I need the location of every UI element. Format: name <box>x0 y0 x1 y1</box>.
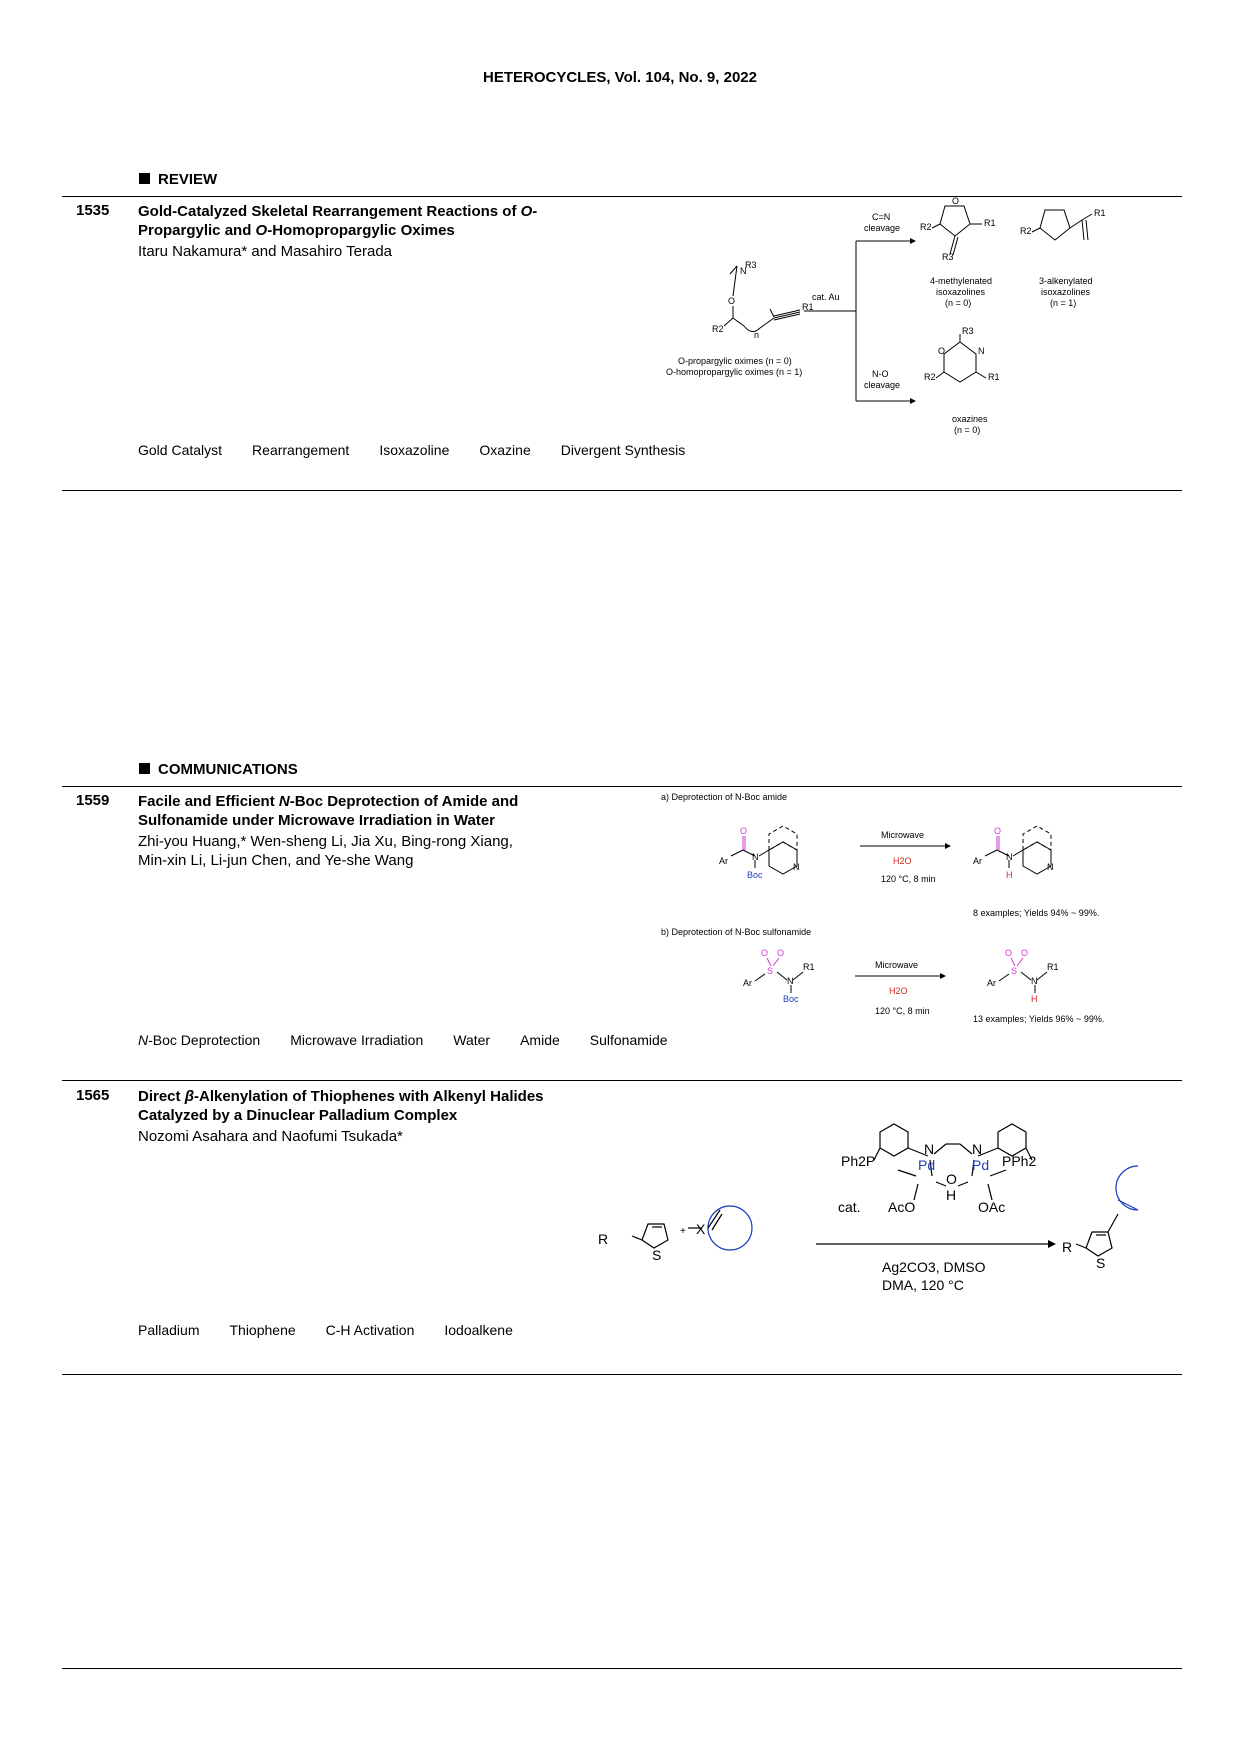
svg-text:Ar: Ar <box>719 856 728 866</box>
svg-text:R3: R3 <box>962 326 974 336</box>
keyword[interactable]: Palladium <box>138 1322 200 1338</box>
keyword[interactable]: Oxazine <box>479 442 531 458</box>
svg-text:R3: R3 <box>745 260 757 270</box>
svg-text:O: O <box>728 296 736 306</box>
svg-text:C=N: C=N <box>872 212 891 222</box>
journal-header: HETEROCYCLES, Vol. 104, No. 9, 2022 <box>483 69 757 86</box>
article-title[interactable]: Facile and Efficient N-Boc Deprotection of Amide and Sulfonamide under Microwave Irradiation in Water <box>138 793 519 829</box>
communication-scheme-graphic <box>598 1100 1138 1320</box>
svg-text:13 examples; Yields 96% ~ 99%.: 13 examples; Yields 96% ~ 99%. <box>973 1014 1105 1024</box>
svg-text:N: N <box>740 266 747 276</box>
svg-text:3-alkenylated: 3-alkenylated <box>1039 276 1093 286</box>
svg-text:R2: R2 <box>1020 226 1032 236</box>
svg-text:S: S <box>1011 966 1018 976</box>
svg-text:N: N <box>972 1141 983 1157</box>
svg-text:R2: R2 <box>920 222 932 232</box>
divider <box>62 490 1182 491</box>
svg-text:H: H <box>1006 870 1013 880</box>
square-bullet-icon <box>139 763 150 774</box>
keyword-list <box>138 442 715 458</box>
svg-text:Ar: Ar <box>743 978 752 988</box>
svg-text:R: R <box>598 1231 609 1247</box>
svg-text:cat.: cat. <box>838 1199 861 1215</box>
svg-text:b) Deprotection of N-Boc sulfo: b) Deprotection of N-Boc sulfonamide <box>661 927 812 937</box>
svg-text:N: N <box>924 1141 935 1157</box>
svg-text:Ag2CO3, DMSO: Ag2CO3, DMSO <box>882 1259 986 1275</box>
divider <box>62 1080 1182 1081</box>
svg-text:8 examples; Yields 94% ~ 99%.: 8 examples; Yields 94% ~ 99%. <box>973 908 1100 918</box>
keyword[interactable]: Iodoalkene <box>444 1322 513 1338</box>
svg-text:cat. Au: cat. Au <box>812 292 840 302</box>
svg-text:120 °C, 8 min: 120 °C, 8 min <box>875 1006 930 1016</box>
svg-text:R2: R2 <box>924 372 936 382</box>
svg-text:N: N <box>978 346 985 356</box>
divider <box>62 786 1182 787</box>
keyword-list <box>138 1322 543 1338</box>
svg-text:Microwave: Microwave <box>881 830 925 840</box>
svg-text:O: O <box>1005 948 1013 958</box>
section-heading-review <box>139 171 217 188</box>
svg-text:N: N <box>793 862 800 872</box>
keyword[interactable]: Divergent Synthesis <box>560 442 686 458</box>
svg-text:4-methylenated: 4-methylenated <box>930 276 993 286</box>
article-authors: Nozomi Asahara and Naofumi Tsukada* <box>138 1128 403 1145</box>
svg-text:AcO: AcO <box>888 1199 916 1215</box>
svg-text:R1: R1 <box>803 962 815 972</box>
svg-text:S: S <box>652 1247 662 1263</box>
svg-text:(n = 0): (n = 0) <box>945 298 972 308</box>
svg-text:Boc: Boc <box>783 994 799 1004</box>
review-scheme-graphic <box>660 196 1140 446</box>
svg-text:(n = 0): (n = 0) <box>954 425 981 435</box>
svg-text:H: H <box>1031 994 1038 1004</box>
svg-text:N: N <box>787 976 794 986</box>
keyword[interactable]: Microwave Irradiation <box>290 1032 424 1048</box>
svg-text:S: S <box>767 966 774 976</box>
svg-text:R3: R3 <box>942 252 954 262</box>
svg-text:Ar: Ar <box>973 856 982 866</box>
svg-text:(n = 1): (n = 1) <box>1050 298 1077 308</box>
svg-text:R1: R1 <box>1094 208 1106 218</box>
svg-text:S: S <box>1096 1255 1106 1271</box>
svg-text:oxazines: oxazines <box>952 414 988 424</box>
page-number: 1535 <box>76 202 110 219</box>
svg-text:O: O <box>952 196 960 206</box>
svg-text:+: + <box>680 1226 686 1237</box>
svg-text:O-homopropargylic oximes (n =: O-homopropargylic oximes (n = 1) <box>666 367 803 377</box>
svg-text:cleavage: cleavage <box>864 380 901 390</box>
article-authors: Itaru Nakamura* and Masahiro Terada <box>138 243 393 260</box>
svg-text:O: O <box>1021 948 1029 958</box>
svg-text:R: R <box>1062 1239 1073 1255</box>
svg-text:isoxazolines: isoxazolines <box>1041 287 1091 297</box>
svg-text:R1: R1 <box>802 302 814 312</box>
page-number: 1559 <box>76 792 110 809</box>
keyword[interactable]: Water <box>453 1032 491 1048</box>
svg-text:isoxazolines: isoxazolines <box>936 287 986 297</box>
keyword[interactable]: Rearrangement <box>252 442 350 458</box>
svg-text:N: N <box>1031 976 1038 986</box>
article-authors: Zhi-you Huang,* Wen-sheng Li, Jia Xu, Bing-rong Xiang, Min-xin Li, Li-jun Chen, and Ye-she Wang <box>138 833 513 869</box>
svg-text:R1: R1 <box>988 372 1000 382</box>
svg-text:N: N <box>1006 852 1013 862</box>
svg-text:O: O <box>761 948 769 958</box>
communication-scheme-graphic <box>655 788 1135 1033</box>
svg-text:R1: R1 <box>984 218 996 228</box>
article-title[interactable]: Direct β-Alkenylation of Thiophenes with Alkenyl Halides Catalyzed by a Dinuclear Palladium Complex <box>138 1088 544 1124</box>
svg-text:N: N <box>752 852 759 862</box>
keyword-list <box>138 1032 698 1048</box>
svg-text:Pd: Pd <box>972 1157 990 1173</box>
divider <box>62 1374 1182 1375</box>
svg-text:Pd: Pd <box>918 1157 936 1173</box>
svg-text:DMA, 120 °C: DMA, 120 °C <box>882 1277 964 1293</box>
svg-text:Microwave: Microwave <box>875 960 919 970</box>
keyword[interactable]: Gold Catalyst <box>138 442 223 458</box>
page-number: 1565 <box>76 1087 110 1104</box>
svg-text:Boc: Boc <box>747 870 763 880</box>
svg-text:O: O <box>946 1171 957 1187</box>
svg-text:H: H <box>946 1187 957 1203</box>
section-title: COMMUNICATIONS <box>158 761 298 778</box>
keyword[interactable]: C-H Activation <box>325 1322 415 1338</box>
svg-text:a) Deprotection of N-Boc amide: a) Deprotection of N-Boc amide <box>661 792 788 802</box>
svg-text:R2: R2 <box>712 324 724 334</box>
article-title[interactable]: Gold-Catalyzed Skeletal Rearrangement Reactions of O- Propargylic and O-Homopropargylic Oximes <box>138 203 538 239</box>
svg-text:N: N <box>1047 862 1054 872</box>
section-heading-communications <box>139 761 298 778</box>
svg-text:O: O <box>777 948 785 958</box>
footer-divider <box>62 1668 1182 1669</box>
svg-text:120 °C, 8 min: 120 °C, 8 min <box>881 874 936 884</box>
svg-text:O: O <box>938 346 946 356</box>
keyword[interactable]: N-Boc Deprotection <box>138 1032 261 1048</box>
keyword[interactable]: Isoxazoline <box>379 442 450 458</box>
svg-text:H2O: H2O <box>889 986 908 996</box>
keyword[interactable]: Amide <box>520 1032 560 1048</box>
section-title: REVIEW <box>158 171 218 188</box>
svg-text:O-propargylic oximes (n = 0): O-propargylic oximes (n = 0) <box>678 356 792 366</box>
svg-text:Ar: Ar <box>987 978 996 988</box>
svg-text:O: O <box>740 826 748 836</box>
keyword[interactable]: Thiophene <box>229 1322 296 1338</box>
svg-text:n: n <box>754 330 760 340</box>
svg-text:Ph2P: Ph2P <box>841 1153 876 1169</box>
svg-text:X: X <box>696 1221 706 1237</box>
svg-text:PPh2: PPh2 <box>1002 1153 1037 1169</box>
svg-text:O: O <box>994 826 1002 836</box>
svg-text:R1: R1 <box>1047 962 1059 972</box>
svg-text:cleavage: cleavage <box>864 223 901 233</box>
svg-text:H2O: H2O <box>893 856 912 866</box>
svg-text:OAc: OAc <box>978 1199 1006 1215</box>
keyword[interactable]: Sulfonamide <box>589 1032 668 1048</box>
svg-text:N-O: N-O <box>872 369 889 379</box>
square-bullet-icon <box>139 173 150 184</box>
